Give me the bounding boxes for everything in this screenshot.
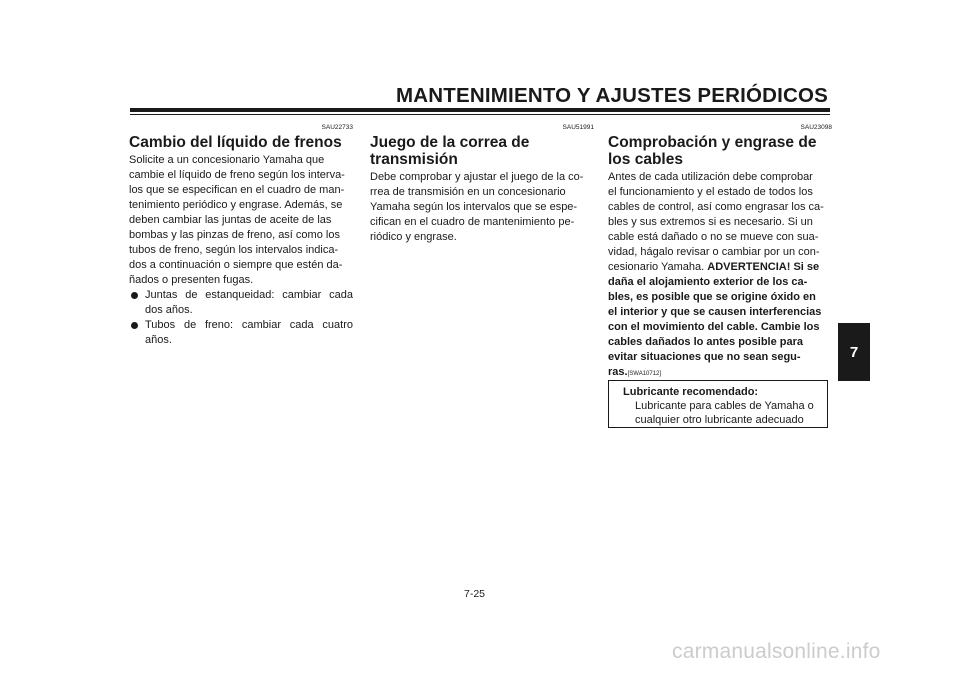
- page-header-title: MANTENIMIENTO Y AJUSTES PERIÓDICOS: [396, 84, 829, 107]
- body-text-segment: cesionario Yamaha.: [608, 261, 705, 273]
- bullet-icon: [131, 292, 138, 299]
- section-body: [370, 170, 594, 245]
- bullet-icon: [131, 322, 138, 329]
- body-line: Solicite a un concesionario Yamaha que: [129, 154, 325, 166]
- lubricant-line: Lubricante para cables de Yamaha o: [635, 400, 814, 412]
- header-rule-thin: [130, 114, 830, 115]
- body-line: tubos de freno, según los intervalos indica-: [129, 244, 339, 256]
- list-item: [129, 288, 353, 318]
- body-line: cable está dañado o no se mueve con sua-: [608, 231, 819, 243]
- warning-line: con el movimiento del cable. Cambie los: [608, 321, 820, 333]
- warning-line: daña el alojamiento exterior de los ca-: [608, 276, 808, 288]
- body-line: los que se especifican en el cuadro de man-: [129, 184, 345, 196]
- body-line: bles y sus extremos si es necesario. Si un: [608, 216, 813, 228]
- body-line: deben cambiar las juntas de aceite de las: [129, 214, 332, 226]
- body-line: vidad, hágalo revisar o cambiar por un con-: [608, 246, 820, 258]
- list-item-text: Tubos de freno: cambiar cada cuatro años.: [145, 319, 353, 346]
- page-number: 7-25: [464, 588, 486, 600]
- warning-line: el interior y que se causen interferencias: [608, 306, 822, 318]
- section-code: SAU22733: [321, 124, 353, 131]
- warning-line: evitar situaciones que no sean segu-: [608, 351, 801, 363]
- body-line: cables de control, así como engrasar los ca-: [608, 201, 824, 213]
- body-line: Yamaha según los intervalos que se espe-: [370, 201, 578, 213]
- header-rule-thick: [130, 108, 830, 112]
- section-cables: [608, 123, 832, 382]
- warning-label: ADVERTENCIA! Si se: [707, 261, 820, 273]
- section-drive-belt: [370, 123, 594, 245]
- lubricant-box: [608, 380, 828, 428]
- section-body: [608, 170, 832, 382]
- warning-line: cables dañados lo antes posible para: [608, 336, 804, 348]
- body-line: cambie el líquido de freno según los interva-: [129, 169, 345, 181]
- bullet-list: [129, 288, 353, 348]
- body-line: cifican en el cuadro de mantenimiento pe-: [370, 216, 575, 228]
- body-line: Antes de cada utilización debe comprobar: [608, 171, 813, 183]
- section-code: SAU51991: [562, 124, 594, 131]
- body-line: tenimiento periódico y engrase. Además, se: [129, 199, 343, 211]
- lubricant-title: Lubricante recomendado:: [623, 386, 759, 398]
- section-title: Juego de la correa de transmisión: [370, 134, 530, 168]
- body-line: dos a continuación o siempre que estén da-: [129, 259, 343, 271]
- chapter-tab: [838, 323, 870, 381]
- warning-code: [SWA10712]: [627, 371, 662, 377]
- body-line: rrea de transmisión en un concesionario: [370, 186, 566, 198]
- body-line: riódico y engrase.: [370, 231, 457, 243]
- watermark: carmanualsonline.info: [672, 640, 881, 663]
- body-line: [608, 260, 832, 275]
- section-code: SAU23098: [800, 124, 832, 131]
- body-line: Debe comprobar y ajustar el juego de la co-: [370, 171, 584, 183]
- body-line: bombas y las pinzas de freno, así como los: [129, 229, 340, 241]
- warning-end: ras.: [608, 366, 628, 378]
- section-title: Cambio del líquido de frenos: [129, 134, 342, 151]
- list-item-text: Juntas de estanqueidad: cambiar cada dos años.: [145, 289, 353, 316]
- warning-line: bles, es posible que se origine óxido en: [608, 291, 816, 303]
- body-line: el funcionamiento y el estado de todos los: [608, 186, 813, 198]
- lubricant-line: cualquier otro lubricante adecuado: [635, 414, 804, 426]
- body-line: ñados o presenten fugas.: [129, 274, 254, 286]
- section-brake-fluid: [129, 123, 353, 348]
- chapter-number: 7: [849, 343, 859, 361]
- section-title: Comprobación y engrase de los cables: [608, 134, 817, 168]
- list-item: [129, 318, 353, 348]
- section-body: [129, 153, 353, 288]
